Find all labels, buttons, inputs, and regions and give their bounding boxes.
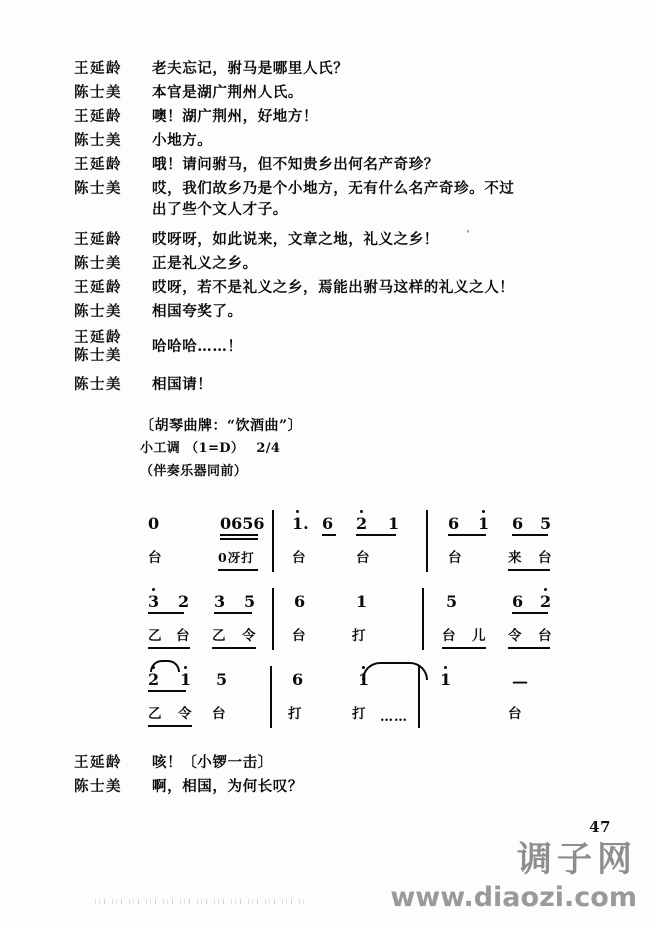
lyric-beam — [218, 569, 258, 571]
octave-dot — [152, 588, 155, 591]
key-signature-line — [140, 438, 520, 460]
beam — [148, 612, 184, 614]
key-signature: 小工调 （1=D） — [140, 441, 245, 456]
dialogue-line — [74, 178, 604, 220]
lyric-syllable: 台 — [356, 550, 371, 566]
lyric-beam — [148, 725, 192, 727]
speaker-label: 陈士美 — [74, 255, 122, 272]
lyric-syllable: 令 — [508, 628, 523, 644]
speaker-label: 陈士美 — [74, 778, 122, 795]
note: 2 — [178, 592, 190, 611]
dialogue-text: 本官是湖广荆州人氏。 — [152, 84, 303, 101]
note: 2 — [540, 592, 552, 611]
watermark-chinese: 调子网 — [516, 840, 637, 880]
beam — [214, 612, 252, 614]
barline — [426, 510, 428, 572]
octave-dot — [362, 666, 365, 669]
lyric-syllable: 令 — [242, 628, 257, 644]
octave-dot — [544, 588, 547, 591]
dialogue-text: 哎呀，若不是礼义之乡，焉能出驸马这样的礼义之人！ — [152, 279, 515, 296]
watermark — [390, 840, 637, 914]
lyric-beam — [508, 569, 550, 571]
octave-dot — [482, 510, 485, 513]
dialogue-line — [74, 253, 604, 274]
note: 2 — [356, 514, 368, 533]
note: 6 — [512, 514, 524, 533]
beam — [220, 534, 258, 536]
lyric-beam — [148, 647, 190, 649]
lyric-syllable: 台 — [212, 706, 227, 722]
note: 6 — [292, 670, 304, 689]
note: 1 — [180, 670, 192, 689]
lyric-syllable: 台 — [538, 550, 553, 566]
note: 6 — [322, 514, 334, 533]
note: 5 — [540, 514, 552, 533]
speaker-label: 王延龄 — [74, 156, 122, 173]
dialogue-line — [74, 106, 604, 127]
octave-dot — [296, 510, 299, 513]
page-number: 47 — [589, 818, 611, 836]
note: 6 — [294, 592, 306, 611]
note: 1 — [440, 670, 452, 689]
dialogue-text: 咳！〔小锣一击〕 — [152, 754, 273, 771]
scan-artifact — [95, 899, 305, 904]
lyric-syllable: 乙 — [148, 628, 163, 644]
note: 5 — [446, 592, 458, 611]
jianpu-notation — [140, 508, 560, 742]
octave-dot — [444, 666, 447, 669]
dialogue-text: 哈哈哈……！ — [152, 338, 243, 355]
dialogue-line — [74, 776, 604, 797]
octave-dot — [184, 666, 187, 669]
dialogue-line — [74, 130, 604, 151]
ink-speck: ‘ — [466, 228, 470, 241]
dialogue-text: 相国夸奖了。 — [152, 303, 243, 320]
dialogue-line — [74, 82, 604, 103]
lyric-syllable: 打 — [288, 706, 303, 722]
barline — [272, 510, 274, 572]
note: 2 — [148, 670, 160, 689]
lyric-syllable: 台 — [508, 706, 523, 722]
note: 6 — [512, 592, 524, 611]
octave-dot — [152, 666, 155, 669]
note: 1. — [292, 514, 309, 533]
speaker-label: 陈士美 — [74, 84, 122, 101]
time-signature: 2/4 — [256, 441, 281, 456]
speaker-label: 王延龄 — [74, 329, 122, 346]
beam — [512, 534, 548, 536]
lyric-syllable: 台 — [176, 628, 191, 644]
lyric-syllable: 儿 — [472, 628, 487, 644]
beam — [220, 538, 258, 540]
lyric-syllable: 乙 — [148, 706, 163, 722]
barline — [270, 666, 272, 728]
speaker-label: 陈士美 — [74, 376, 122, 393]
instrument-note: （伴奏乐器同前） — [140, 464, 248, 479]
note: 1 — [388, 514, 400, 533]
note: 5 — [216, 670, 228, 689]
music-header — [140, 415, 520, 483]
dialogue-line — [74, 229, 604, 250]
dialogue-text: 小地方。 — [152, 132, 213, 149]
notation-row — [140, 664, 560, 742]
lyric-beam — [442, 647, 486, 649]
speaker-label: 王延龄 — [74, 754, 122, 771]
dialogue-line — [74, 277, 604, 298]
speaker-label-pair — [74, 328, 152, 365]
lyric-syllable: 打 — [352, 628, 367, 644]
lyric-syllable: 令 — [178, 706, 193, 722]
notation-row — [140, 586, 560, 664]
dialogue-block — [74, 58, 604, 398]
speaker-label: 王延龄 — [74, 60, 122, 77]
lyric-syllable: 台 — [442, 628, 457, 644]
sustain-dash: — — [512, 672, 528, 691]
beam — [448, 534, 486, 536]
lyric-beam — [508, 647, 550, 649]
note: 1 — [356, 592, 368, 611]
lyric-syllable: 打 — [352, 706, 367, 722]
lyric-syllable: 台 — [538, 628, 553, 644]
speaker-label: 陈士美 — [74, 347, 122, 364]
dialogue-text: 老夫忘记，驸马是哪里人氏？ — [152, 60, 349, 77]
speaker-label: 王延龄 — [74, 108, 122, 125]
speaker-label: 王延龄 — [74, 231, 122, 248]
beam — [512, 612, 548, 614]
beam — [322, 534, 336, 536]
octave-dot — [360, 510, 363, 513]
dialogue-text: 正是礼义之乡。 — [152, 255, 258, 272]
dialogue-text: 啊，相国，为何长叹？ — [152, 778, 303, 795]
note: 0 — [148, 514, 160, 533]
watermark-url: www.diaozi.com — [390, 882, 637, 913]
note: 5 — [244, 592, 256, 611]
beam — [356, 534, 396, 536]
lyric-beam — [212, 647, 256, 649]
dialogue-line — [74, 301, 604, 322]
speaker-label: 王延龄 — [74, 279, 122, 296]
beam — [148, 690, 186, 692]
lyric-syllable: 台 — [448, 550, 463, 566]
note: 6 — [448, 514, 460, 533]
dialogue-text: 噢！湖广荆州，好地方！ — [152, 108, 319, 125]
dialogue-text: 相国请！ — [152, 376, 213, 393]
dialogue-line — [74, 154, 604, 175]
dialogue-line — [74, 752, 604, 773]
lyric-syllable: 来 — [508, 550, 523, 566]
note: 3 — [214, 592, 226, 611]
dialogue-line-joint — [74, 328, 604, 365]
note-group: 0656 — [220, 514, 265, 533]
lyric-syllable: 0冴打 — [218, 550, 255, 565]
speaker-label: 陈士美 — [74, 180, 122, 197]
barline — [418, 666, 420, 728]
lyric-syllable: 乙 — [212, 628, 227, 644]
dialogue-text-continuation: 出了些个文人才子。 — [152, 201, 288, 218]
dialogue-text — [152, 178, 604, 220]
note: 1 — [358, 670, 370, 689]
closing-dialogue-block — [74, 752, 604, 800]
barline — [272, 588, 274, 650]
dialogue-line — [74, 374, 604, 395]
speaker-label: 陈士美 — [74, 303, 122, 320]
dialogue-text: 哎呀呀，如此说来，文章之地，礼义之乡！ — [152, 231, 439, 248]
barline — [422, 588, 424, 650]
dialogue-text: 哦！请问驸马，但不知贵乡出何名产奇珍？ — [152, 156, 439, 173]
dialogue-text-part: 哎，我们故乡乃是个小地方，无有什么名产奇珍。不过 — [152, 180, 515, 197]
lyric-syllable: 台 — [148, 550, 163, 566]
tune-title: 〔胡琴曲牌：“饮酒曲”〕 — [140, 418, 303, 434]
speaker-label: 陈士美 — [74, 132, 122, 149]
lyric-syllable: 台 — [292, 628, 307, 644]
note: 3 — [148, 592, 160, 611]
lyric-syllable: 台 — [292, 550, 307, 566]
lyric-ellipsis: …… — [380, 710, 408, 725]
dialogue-line — [74, 58, 604, 79]
note: 1 — [478, 514, 490, 533]
notation-row — [140, 508, 560, 586]
